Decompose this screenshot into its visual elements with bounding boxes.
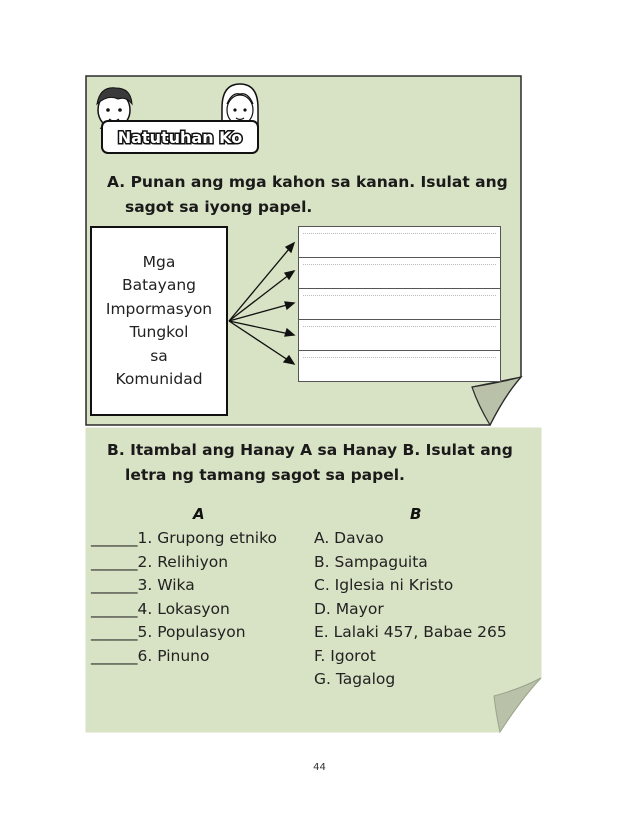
page-number: 44 bbox=[313, 762, 326, 773]
concept-line: Batayang bbox=[121, 276, 197, 294]
column-a-item: ______2. Relihiyon bbox=[91, 552, 229, 571]
column-a-list bbox=[91, 527, 277, 668]
svg-text:Natutuhan Ko: Natutuhan Ko bbox=[117, 128, 243, 147]
column-b-header: B bbox=[410, 505, 422, 523]
column-b-item: B. Sampaguita bbox=[314, 552, 428, 571]
part-b-instruction bbox=[107, 438, 513, 488]
concept-line: Tungkol bbox=[129, 323, 189, 341]
column-b-list bbox=[314, 527, 507, 692]
column-b-item: C. Iglesia ni Kristo bbox=[314, 576, 454, 594]
column-b-item: D. Mayor bbox=[314, 599, 384, 618]
answer-box-5[interactable] bbox=[299, 351, 500, 382]
answer-box-1[interactable] bbox=[299, 227, 500, 258]
column-a-item: ______1. Grupong etniko bbox=[91, 529, 277, 547]
answer-box-3[interactable] bbox=[299, 289, 500, 320]
part-a-instruction-line2: sagot sa iyong papel. bbox=[125, 198, 313, 216]
column-b-item: F. Igorot bbox=[314, 646, 376, 665]
concept-line: Mga bbox=[142, 252, 176, 271]
concept-line: Impormasyon bbox=[105, 299, 213, 318]
answer-box-4[interactable] bbox=[299, 320, 500, 351]
column-a-item: ______6. Pinuno bbox=[91, 646, 210, 665]
answer-box-2[interactable] bbox=[299, 258, 500, 289]
column-a-item: ______3. Wika bbox=[91, 576, 195, 594]
column-a-header: A bbox=[193, 505, 205, 523]
column-b-item: E. Lalaki 457, Babae 265 bbox=[314, 623, 507, 641]
column-a-item: ______5. Populasyon bbox=[91, 623, 246, 641]
part-b-instruction-line1: B. Itambal ang Hanay A sa Hanay B. Isulat ang bbox=[107, 441, 513, 459]
column-a-item: ______4. Lokasyon bbox=[91, 599, 230, 618]
column-b-item: G. Tagalog bbox=[314, 670, 396, 688]
part-b-instruction-line2: letra ng tamang sagot sa papel. bbox=[125, 466, 405, 484]
concept-line: Komunidad bbox=[115, 370, 203, 388]
concept-line: sa bbox=[150, 346, 168, 365]
part-a-instruction bbox=[107, 170, 508, 220]
part-a-instruction-line1: A. Punan ang mga kahon sa kanan. Isulat ang bbox=[107, 173, 508, 191]
answer-boxes bbox=[298, 226, 501, 382]
column-b-item: A. Davao bbox=[314, 529, 384, 547]
concept-box bbox=[90, 226, 228, 416]
